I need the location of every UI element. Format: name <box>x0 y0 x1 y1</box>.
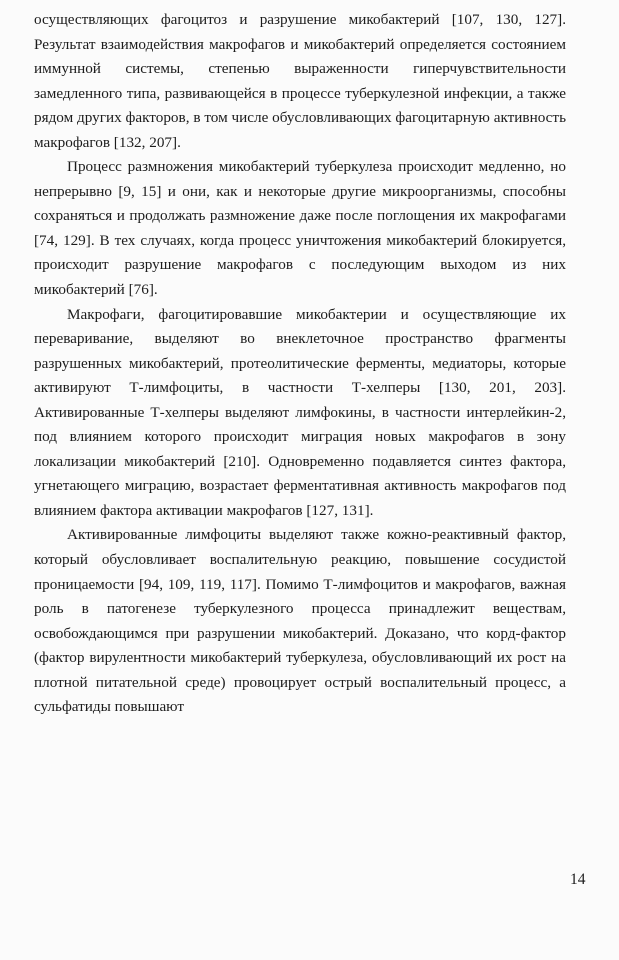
page-number: 14 <box>570 871 586 888</box>
body-text <box>34 8 566 720</box>
paragraph-2: Процесс размножения микобактерий туберкулеза происходит медленно, но непрерывно [9, 15] и они, как и некоторые другие микроорганизмы, способны сохраняться и продолжать размножение даже после поглощения их макрофагами [74, 129]. В тех случаях, когда процесс уничтожения микобактерий блокируется, происходит разрушение макрофагов с последующим выходом из них микобактерий [76]. <box>34 158 566 299</box>
paragraph-1: осуществляющих фагоцитоз и разрушение микобактерий [107, 130, 127]. Результат взаимодействия макрофагов и микобактерий определяется состоянием иммунной системы, степенью выраженности гиперчувствительности замедленного типа, развивающейся в процессе туберкулезной инфекции, а также рядом других факторов, в том числе обусловливающих фагоцитарную активность макрофагов [132, 207]. <box>34 11 566 151</box>
paragraph-3: Макрофаги, фагоцитировавшие микобактерии и осуществляющие их переваривание, выделяют во внеклеточное пространство фрагменты разрушенных микобактерий, протеолитические ферменты, медиаторы, которые активируют Т-лимфоциты, в частности Т-хелперы [130, 201, 203]. Активированные Т-хелперы выделяют лимфокины, в частности интерлейкин-2, под влиянием которого происходит миграция новых макрофагов в зону локализации микобактерий [210]. Одновременно подавляется синтез фактора, угнетающего миграцию, возрастает ферментативная активность макрофагов под влиянием фактора активации макрофагов [127, 131]. <box>34 305 566 519</box>
paragraph-4: Активированные лимфоциты выделяют также кожно-реактивный фактор, который обусловливает воспалительную реакцию, повышение сосудистой проницаемости [94, 109, 119, 117]. Помимо Т-лимфоцитов и макрофагов, важная роль в патогенезе туберкулезного процесса принадлежит веществам, освобождающимся при разрушении микобактерий. Доказано, что корд-фактор (фактор вирулентности микобактерий туберкулеза, обусловливающий их рост на плотной питательной среде) провоцирует острый воспалительный процесс, а сульфатиды повышают <box>34 526 566 716</box>
